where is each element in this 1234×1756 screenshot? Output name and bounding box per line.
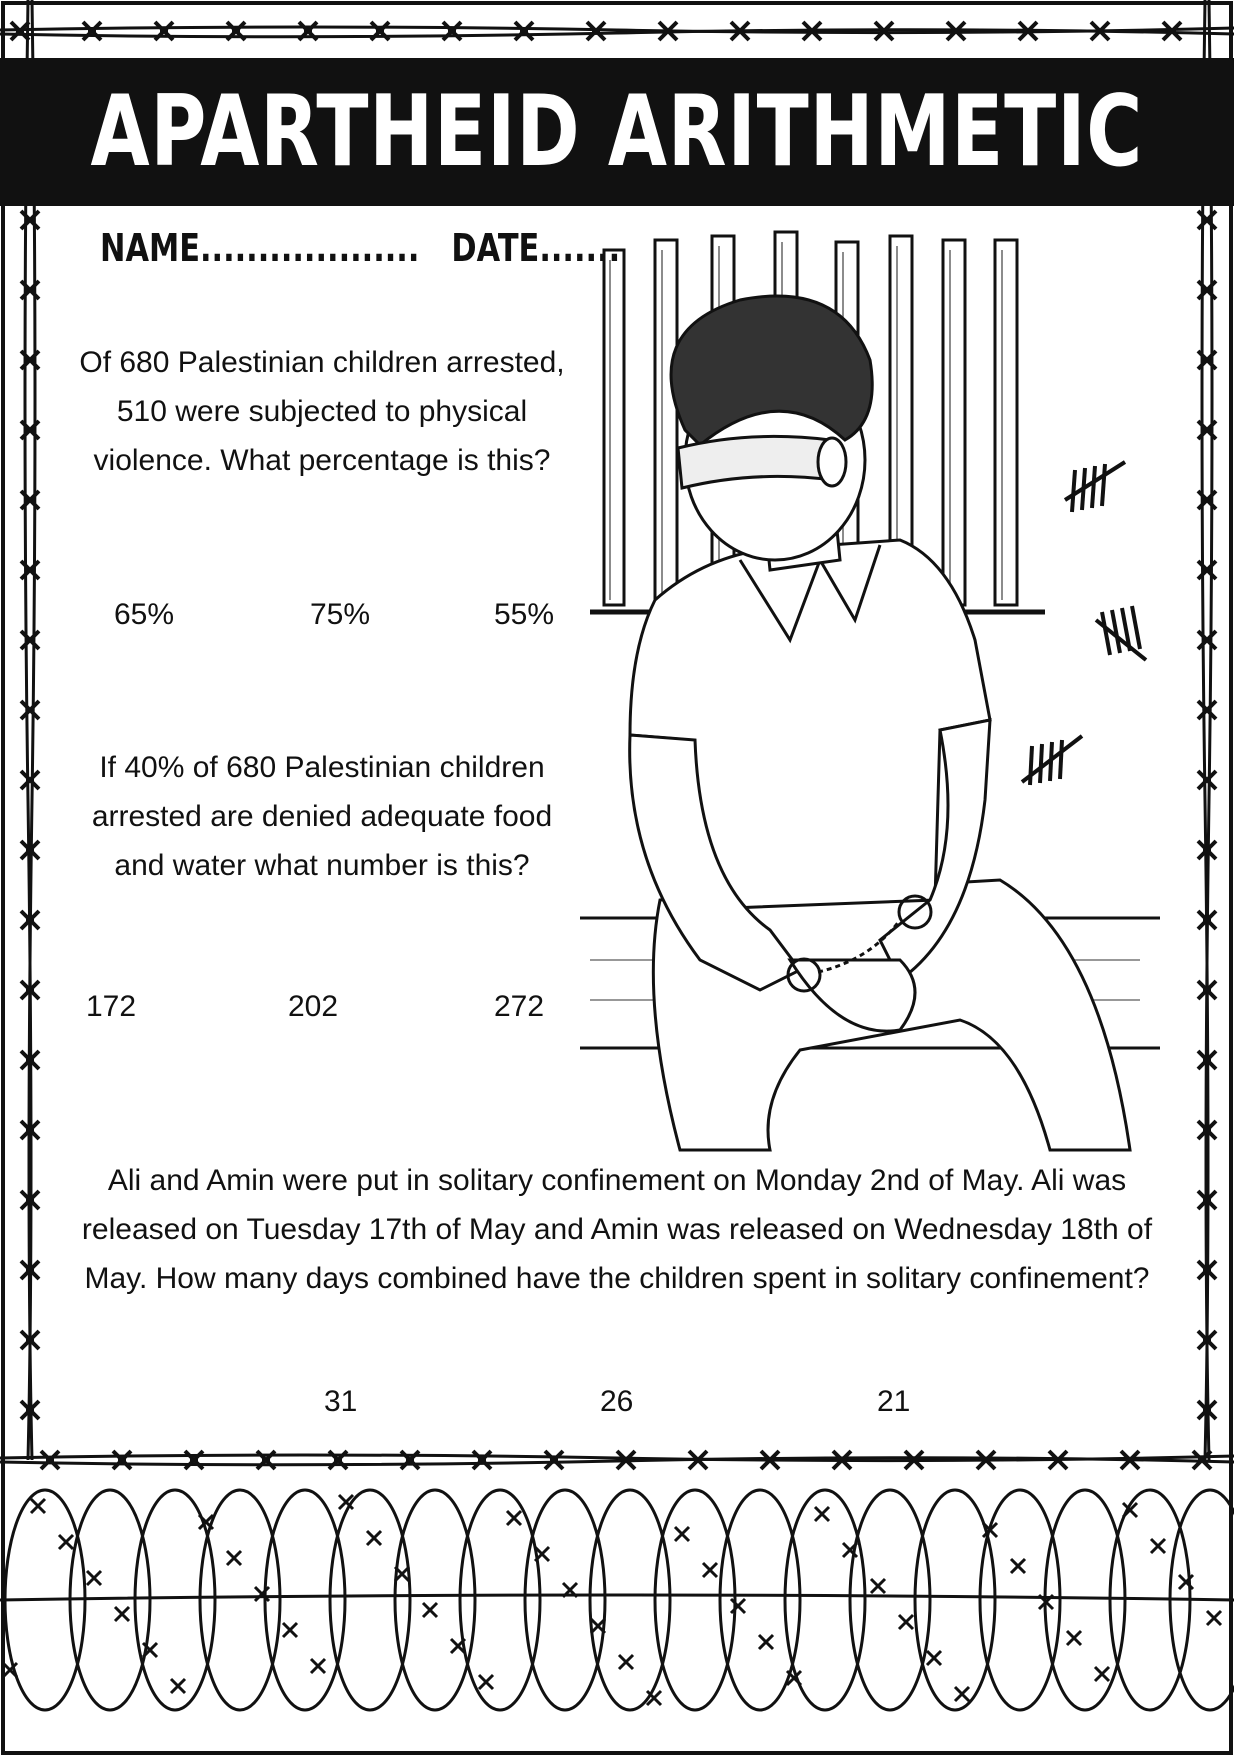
option-1a[interactable]: 65% xyxy=(114,598,175,631)
title-bar xyxy=(0,58,1234,206)
option-3a[interactable]: 31 xyxy=(324,1385,358,1418)
option-3c[interactable]: 21 xyxy=(877,1385,911,1418)
option-3b[interactable]: 26 xyxy=(600,1385,634,1418)
date-field[interactable]: DATE....... xyxy=(451,226,621,270)
question-2: If 40% of 680 Palestinian children arrested are denied adequate food and water what number is this? xyxy=(91,751,553,882)
name-field[interactable]: NAME................... xyxy=(100,226,420,270)
option-2a[interactable]: 172 xyxy=(86,990,137,1023)
option-1c[interactable]: 55% xyxy=(494,598,555,631)
child-figure xyxy=(630,296,1130,1150)
name-date-line xyxy=(100,226,652,270)
question-3: Ali and Amin were put in solitary confinement on Monday 2nd of May. Ali was released on Tuesday 17th of May and Amin was released on Wednesday 18th of May. How many days combined have the children spent in solitary confinement? xyxy=(81,1164,1153,1295)
page-title: APARTHEID ARITHMETIC xyxy=(90,75,1144,189)
option-2c[interactable]: 272 xyxy=(494,990,545,1023)
tally-marks-icon xyxy=(1022,462,1146,785)
option-2b[interactable]: 202 xyxy=(288,990,339,1023)
option-1b[interactable]: 75% xyxy=(310,598,371,631)
question-1: Of 680 Palestinian children arrested, 510 were subjected to physical violence. What percentage is this? xyxy=(79,346,565,477)
